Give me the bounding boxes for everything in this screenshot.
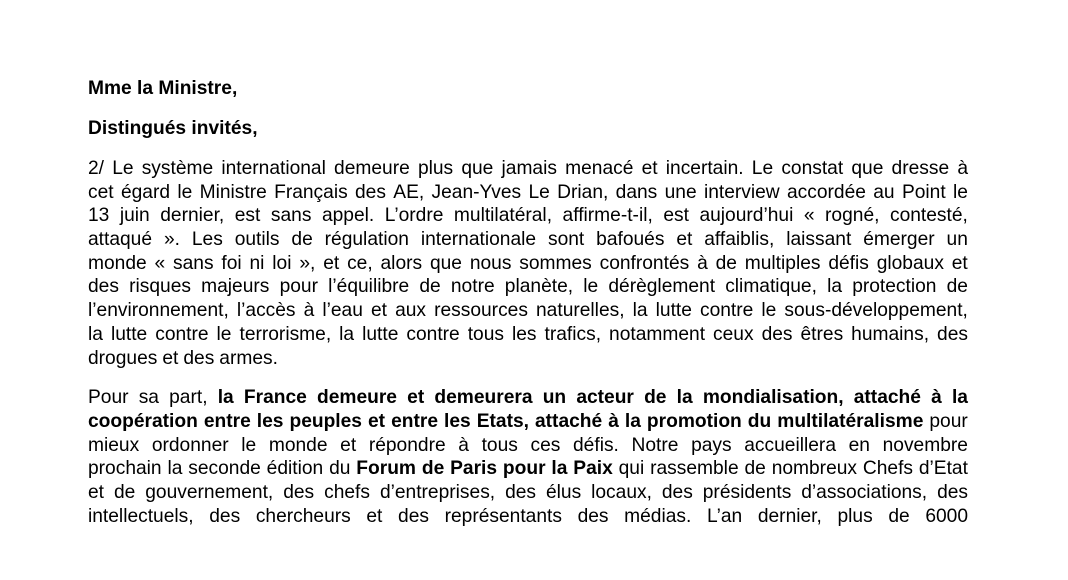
word: juin — [119, 205, 150, 227]
word: tous — [481, 434, 518, 456]
word: et — [370, 300, 387, 322]
word: risques — [129, 276, 191, 298]
word: représentants — [444, 505, 562, 527]
word: planète, — [504, 276, 574, 298]
word: que — [429, 252, 462, 274]
word: demeure — [334, 158, 410, 179]
word: dernier, — [160, 205, 225, 227]
line-suffix: rassemble — [650, 458, 739, 480]
word: locaux, — [591, 481, 652, 503]
word: humains, — [851, 323, 930, 345]
line-suffix: qui — [618, 458, 645, 480]
word: interview — [703, 181, 780, 203]
paragraph-line — [88, 347, 968, 371]
word: des — [398, 505, 429, 527]
word: ceux — [713, 323, 754, 345]
word: le — [953, 181, 968, 203]
paragraph-line — [88, 181, 968, 205]
word: majeurs — [201, 276, 270, 298]
word: trafics, — [544, 323, 602, 345]
word: drogues — [88, 347, 158, 369]
line-suffix: d’Etat — [918, 458, 968, 480]
word: accordée — [787, 181, 866, 203]
word: climatique, — [725, 276, 817, 298]
bold-emphasis: la — [624, 410, 641, 432]
bold-emphasis: attaché — [853, 387, 921, 409]
word: ordonner — [151, 434, 229, 456]
paragraph-line — [88, 275, 968, 299]
bold-emphasis: coopération — [88, 410, 198, 432]
word: médias. — [624, 505, 692, 527]
word: Français — [274, 181, 348, 203]
line-prefix: du — [329, 458, 351, 480]
word: international — [221, 158, 326, 179]
word: Le — [528, 181, 550, 203]
word: contesté, — [889, 205, 968, 227]
word: le — [241, 434, 257, 456]
forum-name: pour — [502, 458, 546, 480]
word: naturelles, — [536, 300, 625, 322]
word: loi — [272, 252, 292, 274]
word: de — [419, 276, 441, 298]
bold-emphasis: attaché — [535, 410, 603, 432]
bold-emphasis: les — [256, 410, 284, 432]
word: d’associations, — [801, 481, 928, 503]
word: pour — [279, 276, 318, 298]
word: intellectuels, — [88, 505, 194, 527]
word: au — [873, 181, 895, 203]
word: appel. — [321, 205, 375, 227]
word: novembre — [882, 434, 968, 456]
word: régulation — [324, 229, 409, 251]
word: laissant — [786, 229, 852, 251]
word: confrontés — [599, 252, 690, 274]
word: attaqué — [88, 229, 153, 251]
line-prefix: Pour — [88, 387, 129, 409]
word: sommes — [519, 252, 592, 274]
word: émerger — [863, 229, 935, 251]
word: des — [355, 181, 386, 203]
word: une — [664, 181, 697, 203]
word: à — [697, 252, 708, 274]
word: cet — [88, 181, 114, 203]
word: menacé — [565, 158, 634, 179]
word: le — [216, 323, 232, 345]
paragraph-line — [88, 157, 968, 181]
bold-emphasis: la — [676, 387, 693, 409]
word: ni — [249, 252, 265, 274]
word: », — [299, 252, 316, 274]
word: multiples — [744, 252, 821, 274]
word: ». — [163, 229, 180, 251]
word: la — [827, 276, 843, 298]
word: accueillera — [744, 434, 836, 456]
word: dans — [615, 181, 658, 203]
word: nous — [469, 252, 512, 274]
bold-emphasis: peuples — [289, 410, 362, 432]
letter-body — [88, 77, 968, 544]
paragraph-line — [88, 204, 968, 228]
word: que — [461, 158, 494, 179]
word: et — [340, 434, 357, 456]
word: contre — [155, 323, 209, 345]
bold-emphasis: multilatéralisme — [777, 410, 924, 432]
word: est — [663, 205, 689, 227]
word: contre — [700, 300, 754, 322]
word: incertain. — [665, 158, 744, 179]
word: Jean-Yves — [431, 181, 522, 203]
word: notamment — [609, 323, 706, 345]
word: constat — [781, 158, 844, 179]
word: sans — [270, 205, 312, 227]
bold-emphasis: entre — [391, 410, 438, 432]
forum-name: Forum — [356, 458, 416, 480]
word: à — [957, 158, 968, 179]
word: gouvernement, — [145, 481, 274, 503]
word: d’entreprises, — [379, 481, 496, 503]
paragraph-line — [88, 505, 968, 529]
word: êtres — [800, 323, 844, 345]
word: des — [209, 505, 241, 527]
line-suffix: Chefs — [862, 458, 913, 480]
word: L’an — [706, 505, 743, 527]
word: L’ordre — [384, 205, 444, 227]
word: de — [946, 276, 968, 298]
bold-emphasis: du — [747, 410, 772, 432]
word: Le — [112, 158, 134, 179]
paragraph-international-system — [88, 157, 968, 370]
word: des — [577, 505, 609, 527]
line-suffix: nombreux — [771, 458, 858, 480]
paragraph-line — [88, 228, 968, 252]
bold-emphasis: un — [542, 387, 567, 409]
bold-emphasis: la — [217, 387, 234, 409]
word: égard — [120, 181, 171, 203]
word: en — [848, 434, 870, 456]
salutation-guests: Distingués invités, — [88, 118, 258, 139]
word: et — [366, 505, 383, 527]
line-prefix: édition — [266, 458, 324, 480]
word: Notre — [631, 434, 679, 456]
word: « — [154, 252, 166, 274]
bold-emphasis: les — [444, 410, 471, 432]
word: monde — [88, 252, 147, 274]
paragraph-line — [88, 410, 968, 434]
word: défis. — [573, 434, 619, 456]
word: « — [803, 205, 815, 227]
paragraph-line — [88, 323, 968, 347]
word: des — [505, 481, 537, 503]
word: armes. — [219, 347, 278, 369]
bold-emphasis: mondialisation, — [702, 387, 844, 409]
word: des — [661, 481, 693, 503]
word: 2/ — [88, 158, 105, 179]
word: rogné, — [825, 205, 880, 227]
word: l’accès — [236, 300, 296, 322]
word: lutte — [110, 323, 148, 345]
word: AE, — [393, 181, 425, 203]
forum-name: Paris — [450, 458, 498, 480]
word: dresse — [891, 158, 950, 179]
word: et — [88, 481, 105, 503]
word: de — [113, 481, 136, 503]
paragraph-line — [88, 434, 968, 458]
word: 13 — [88, 205, 110, 227]
word: des — [183, 347, 215, 369]
word: monde — [268, 434, 328, 456]
paragraph-france-role — [88, 386, 968, 528]
word: sous-développement, — [784, 300, 968, 322]
word: affaiblis, — [704, 229, 775, 251]
word: globaux — [876, 252, 944, 274]
line-prefix: prochain — [88, 458, 162, 480]
word: défis — [828, 252, 869, 274]
bold-emphasis: entre — [203, 410, 251, 432]
word: plus — [837, 505, 873, 527]
word: Les — [191, 229, 223, 251]
word: outils — [234, 229, 280, 251]
word: ces — [530, 434, 561, 456]
bold-emphasis: à — [608, 410, 619, 432]
paragraph-line — [88, 481, 968, 505]
word: est — [234, 205, 261, 227]
word: à — [458, 434, 469, 456]
word: Le — [751, 158, 774, 179]
word: des — [761, 323, 793, 345]
word: de — [715, 252, 737, 274]
word: système — [141, 158, 214, 179]
line-suffix: de — [744, 458, 766, 480]
bold-emphasis: et — [407, 387, 425, 409]
word: Ministre — [199, 181, 267, 203]
word: le — [177, 181, 193, 203]
word: pays — [691, 434, 732, 456]
word: de — [291, 229, 313, 251]
word: de — [888, 505, 910, 527]
word: sans — [173, 252, 214, 274]
word: des — [283, 481, 315, 503]
bold-emphasis: demeurera — [434, 387, 533, 409]
word: que — [851, 158, 884, 179]
line-suffix: pour — [929, 410, 968, 432]
word: contre — [406, 323, 460, 345]
line-prefix: sa — [138, 387, 159, 409]
word: foi — [221, 252, 242, 274]
word: la — [88, 323, 103, 345]
word: Drian, — [557, 181, 609, 203]
word: sont — [547, 229, 585, 251]
word: l’environnement, — [88, 300, 229, 322]
word: la — [339, 323, 355, 345]
word: lutte — [362, 323, 399, 345]
line-prefix: part, — [169, 387, 208, 409]
word: Point — [901, 181, 946, 203]
word: aux — [395, 300, 427, 322]
bold-emphasis: France — [243, 387, 307, 409]
word: élus — [545, 481, 582, 503]
word: répondre — [368, 434, 446, 456]
word: dernier, — [757, 505, 822, 527]
bold-emphasis: et — [368, 410, 386, 432]
word: le — [583, 276, 599, 298]
word: l’équilibre — [328, 276, 410, 298]
word: et — [323, 252, 340, 274]
word: protection — [852, 276, 937, 298]
word: alors — [380, 252, 423, 274]
salutation-minister: Mme la Ministre, — [88, 78, 238, 99]
word: le — [761, 300, 777, 322]
word: plus — [417, 158, 454, 179]
word: 6000 — [925, 505, 968, 527]
word: aujourd’hui — [699, 205, 794, 227]
word: lutte — [655, 300, 692, 322]
word: notre — [450, 276, 495, 298]
word: des — [88, 276, 119, 298]
line-prefix: la — [167, 458, 183, 480]
word: mieux — [88, 434, 140, 456]
bold-emphasis: promotion — [646, 410, 742, 432]
word: chercheurs — [255, 505, 351, 527]
bold-emphasis: la — [951, 387, 968, 409]
word: et — [951, 252, 968, 274]
word: ressources — [434, 300, 528, 322]
word: les — [512, 323, 537, 345]
word: jamais — [501, 158, 557, 179]
forum-name: la — [551, 458, 568, 480]
paragraph-line — [88, 299, 968, 323]
word: des — [937, 481, 968, 503]
bold-emphasis: acteur — [576, 387, 634, 409]
word: terrorisme, — [239, 323, 332, 345]
bold-emphasis: à — [931, 387, 942, 409]
word: l’eau — [322, 300, 363, 322]
word: un — [946, 229, 968, 251]
word: des — [937, 323, 968, 345]
word: la — [632, 300, 648, 322]
line-prefix: seconde — [188, 458, 261, 480]
word: présidents — [702, 481, 792, 503]
word: ce, — [347, 252, 373, 274]
forum-name: de — [421, 458, 445, 480]
word: multilatéral, — [453, 205, 553, 227]
word: et — [162, 347, 179, 369]
paragraph-line — [88, 457, 968, 481]
word: et — [676, 229, 693, 251]
word: et — [641, 158, 658, 179]
paragraph-line — [88, 252, 968, 276]
word: bafoués — [596, 229, 665, 251]
word: internationale — [420, 229, 537, 251]
bold-emphasis: de — [644, 387, 667, 409]
bold-emphasis: Etats, — [476, 410, 529, 432]
word: chefs — [324, 481, 370, 503]
forum-name: Paix — [573, 458, 613, 480]
bold-emphasis: demeure — [317, 387, 397, 409]
paragraph-line — [88, 386, 968, 410]
word: à — [303, 300, 315, 322]
word: tous — [467, 323, 504, 345]
word: dérèglement — [608, 276, 716, 298]
word: affirme-t-il, — [562, 205, 653, 227]
